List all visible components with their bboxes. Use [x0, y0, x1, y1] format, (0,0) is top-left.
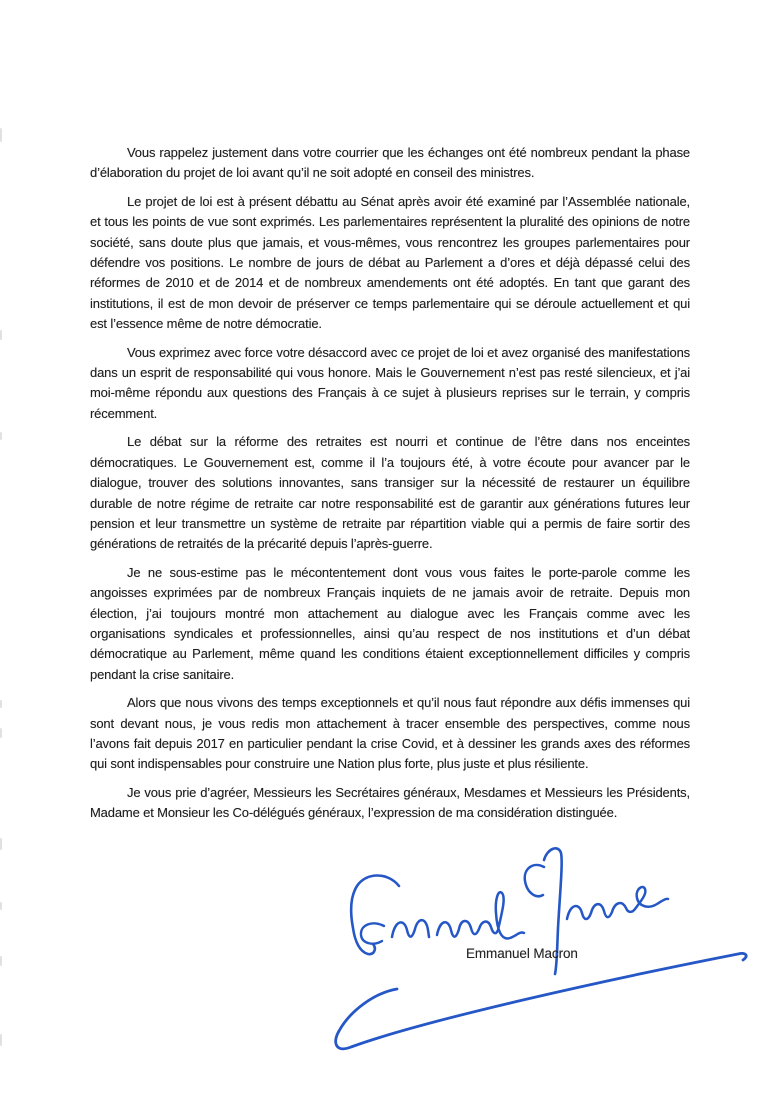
letter-paragraph-4: Le débat sur la réforme des retraites est nourri et continue de l’être dans nos enceintes démocratiques. Le Gouvernement est, comme il l’a toujours été, à votre écoute pour avancer par le dialogue, trouver des solutions innovantes, sans transiger sur la nécessité de restaurer un équilibre durable de notre régime de retraite car notre responsabilité est de garantir aux générations futures leur pension et leur transmettre un système de retraite par répartition viable qui a permis de faire sortir des générations de retraités de la précarité depuis l’après-guerre.: [90, 434, 690, 552]
scan-artifact: [0, 330, 2, 340]
signature-printed-name: Emmanuel Macron: [466, 946, 578, 961]
scan-artifact: [0, 700, 2, 708]
signature-stroke-manuel: [437, 892, 524, 938]
signature-stroke-cap: [525, 865, 544, 896]
scan-artifact: [0, 838, 2, 850]
signature-stroke-cross: [361, 923, 384, 943]
signature-stroke-capital: [351, 876, 399, 955]
letter-paragraph-6: Alors que nous vivons des temps exceptionnels et qu’il nous faut répondre aux défis immenses qui sont devant nous, je vous redis mon attachement à tracer ensemble des perspectives, comme nous l’avons fait depuis 2017 en particulier pendant la crise Covid, et à dessiner les grands axes des réformes qui sont indispensables pour construire une Nation plus forte, plus juste et plus résiliente.: [90, 695, 690, 772]
letter-paragraph-1: Vous rappelez justement dans votre courrier que les échanges ont été nombreux pendant la phase d’élaboration du projet de loi avant qu’il ne soit adopté en conseil des ministres.: [90, 145, 690, 181]
scan-artifact: [0, 728, 2, 738]
letter-body: [90, 143, 690, 832]
scan-artifact: [0, 1034, 2, 1046]
signature-stroke-underline: [336, 953, 747, 1048]
scan-artifact: [0, 902, 2, 910]
letter-paragraph-5: Je ne sous-estime pas le mécontentement dont vous vous faites le porte-parole comme les angoisses exprimées par de nombreux Français inquiets de ne jamais avoir de retraite. Depuis mon élection, j’ai toujours montré mon attachement au dialogue avec les Français comme avec les organisations syndicales et professionnelles, ainsi qu’au respect de nos institutions et d’un débat démocratique au Parlement, même quand les conditions étaient exceptionnellement difficiles y compris pendant la crise sanitaire.: [90, 564, 690, 682]
letter-paragraph-3: Vous exprimez avec force votre désaccord avec ce projet de loi et avez organisé des manifestations dans un esprit de responsabilité qui vous honore. Mais le Gouvernement n’est pas resté silencieux, et j’ai moi-même répondu aux questions des Français à ce sujet à plusieurs reprises sur le terrain, y compris récemment.: [90, 344, 690, 421]
scan-artifact: [0, 128, 2, 142]
signature-stroke-tail: [567, 887, 668, 919]
scan-artifact: [0, 432, 2, 440]
signature-stroke-m1: [392, 920, 429, 937]
signature-block: [300, 840, 777, 1080]
letter-paragraph-2: Le projet de loi est à présent débattu au Sénat après avoir été examiné par l’Assemblée nationale, et tous les points de vue sont exprimés. Les parlementaires représentent la pluralité des opinions de notre société, sans doute plus que jamais, et vous-mêmes, vous rencontrez les groupes parlementaires pour défendre vos positions. Le nombre de jours de débat au Parlement a d’ores et déjà dépassé celui des réformes de 2010 et de 2014 et de nombreux amendements ont été adoptés. En tant que garant des institutions, il est de mon devoir de préserver ce temps parlementaire qui se déroule actuellement et qui est l’essence même de notre démocratie.: [90, 193, 690, 332]
scan-artifact: [0, 956, 2, 966]
letter-paragraph-7: Je vous prie d’agréer, Messieurs les Secrétaires généraux, Mesdames et Messieurs les Présidents, Madame et Monsieur les Co-délégués généraux, l’expression de ma considération distinguée.: [90, 784, 690, 821]
